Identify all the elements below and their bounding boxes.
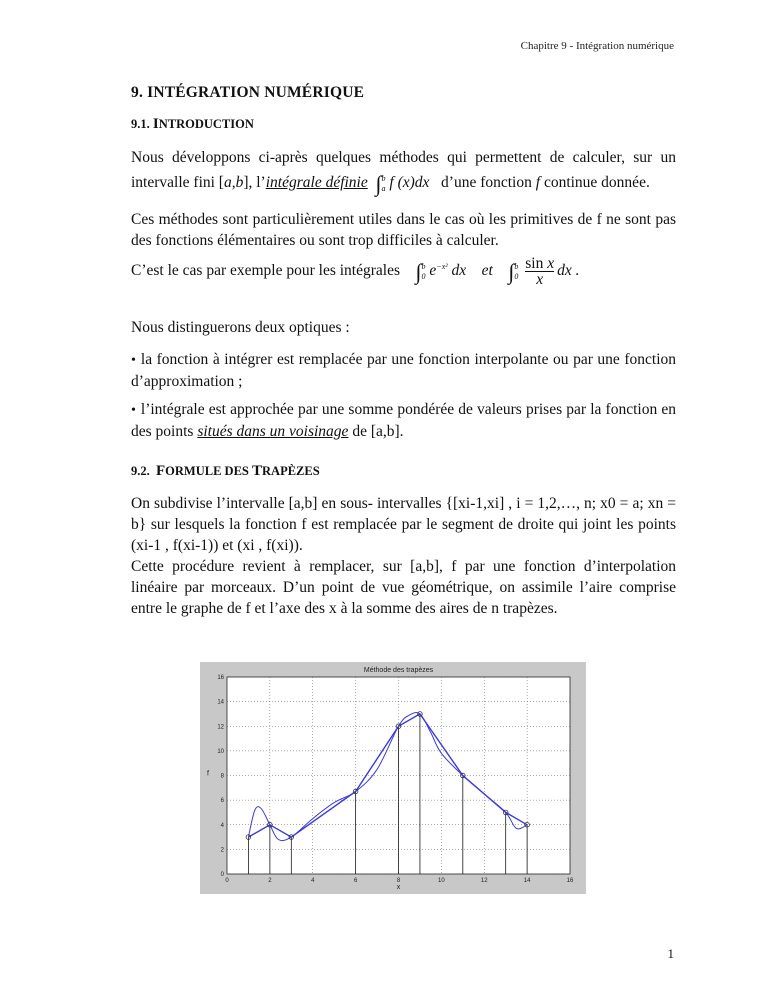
running-header: Chapitre 9 - Intégration numérique [520,40,674,52]
y-axis-label: f [207,770,209,778]
x-tick-label: 4 [311,878,315,884]
y-tick-label: 6 [220,798,224,805]
bullet-item-2: • l’intégrale est approchée par une somme pondérée de valeurs prises par la fonction en des points situés dans un voisinage de [a,b]. [131,401,676,440]
bullet-icon: • [131,353,136,368]
x-tick-label: 2 [268,878,272,884]
y-tick-label: 4 [220,822,224,829]
emphasis-neighborhood: situés dans un voisinage [197,423,349,440]
chart-title: Méthode des trapèzes [363,667,434,674]
bullet-icon: • [131,403,136,418]
y-tick-label: 8 [220,773,224,780]
intro-paragraph-4: Nous distinguerons deux optiques : [131,319,350,336]
formula-definite-integral: ∫$^b_a$ f (x)dx [375,171,430,197]
x-tick-label: 8 [396,878,401,884]
trapezoid-method-chart [200,662,586,894]
subsection-title-introduction: 9.1. INTRODUCTION [131,116,254,132]
x-axis-label: x [396,884,401,891]
formula-gaussian-integral: ∫$^b_0$ $e^{-x^2}$ dx [415,259,467,285]
subsection-title-trapezoid: 9.2. FORMULE DES TRAPÈZES [131,463,320,479]
section-title: 9. INTÉGRATION NUMÉRIQUE [131,84,365,101]
y-tick-label: 12 [217,724,224,731]
x-tick-label: 10 [438,878,445,884]
x-tick-label: 12 [480,878,488,884]
x-tick-label: 14 [523,878,531,884]
intro-paragraph-1: Nous développons ci-après quelques méthodes qui permettent de calculer, sur un intervalle fini [a,b], l’intégrale définie ∫$^b_a$ f (x)dx d’une fonction f continue donnée. [131,149,676,197]
formula-sinc-integral: ∫$^b_0$ $\frac{\text{sin x}}{x}$ dx . [508,255,580,289]
x-tick-label: 0 [225,878,229,884]
intro-paragraph-3: C’est le cas par exemple pour les intégrales ∫$^b_0$ $e^{-x^2}$ dx et ∫$^b_0$ $\frac{\text{sin x}}{x}$ dx . [131,255,580,289]
x-tick-label: 16 [566,878,574,884]
bullet-item-1: • la fonction à intégrer est remplacée par une fonction interpolante ou par une fonction d’approximation ; [131,351,676,390]
trapezoid-paragraph-2: Cette procédure revient à remplacer, sur [a,b], f par une fonction d’interpolation linéaire par morceaux. D’un point de vue géométrique, on assimile l’aire comprise entre le graphe de f et l’axe des x à la somme des aires de n trapèzes. [131,558,676,617]
x-tick-label: 6 [353,878,358,884]
y-tick-label: 0 [220,872,224,878]
y-tick-label: 16 [217,675,224,681]
y-tick-label: 2 [220,847,224,854]
page-number: 1 [667,946,674,961]
intro-paragraph-2: Ces méthodes sont particulièrement utiles dans le cas où les primitives de f ne sont pas des fonctions élémentaires ou sont trop difficiles à calculer. [131,211,676,249]
trapezoid-paragraph-1: On subdivise l’intervalle [a,b] en sous- intervalles {[xi-1,xi] , i = 1,2,…, n; x0 = a; xn = b} sur lesquels la fonction f est remplacée par le segment de droite qui joint les points (xi-1 , f(xi-1)) et (xi , f(xi)). [131,495,676,554]
emphasis-definite-integral: intégrale définie [265,174,368,192]
y-tick-label: 14 [217,699,224,706]
y-tick-label: 10 [217,748,224,755]
